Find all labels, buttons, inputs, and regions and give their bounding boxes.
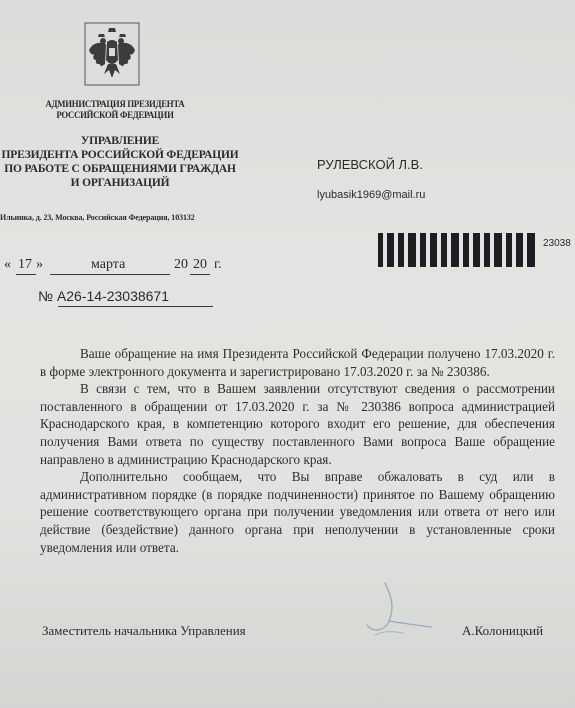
body-paragraph-2: В связи с тем, что в Вашем заявлении отсутствуют сведения о рассмотрении поставленного в обращении от 17.03.2020 г. за № 230386 вопроса администрацией Краснодарского края, в компетенцию которого входит его решение, для обеспечения получения Вами ответа по существу поставленного Вами вопроса Ваше обращение направлено в администрацию Краснодарского края. (40, 381, 555, 467)
org-name-line1: УПРАВЛЕНИЕ (80, 135, 160, 147)
letter-body (40, 345, 555, 556)
recipient-name: РУЛЕВСКОЙ Л.В. (317, 157, 423, 172)
body-paragraph-3: Дополнительно сообщаем, что Вы вправе обжаловать в суд или в административном порядке (в порядке подчиненности) принятое по Вашему обращению решение соответствующего органа при получении уведомления или ответа от него или действие (бездействие) данного органа при неполучении в установленные сроки уведомления или ответа. (40, 469, 555, 555)
recipient-email: lyubasik1969@mail.ru (317, 189, 426, 201)
coat-of-arms-emblem (82, 20, 142, 88)
document-number: № А26-14-23038671 (38, 288, 170, 304)
org-name-line3: ПО РАБОТЕ С ОБРАЩЕНИЯМИ ГРАЖДАН (4, 163, 236, 175)
org-name-small-line2: РОССИЙСКОЙ ФЕДЕРАЦИИ (56, 111, 174, 121)
barcode-number: 23038 (543, 238, 571, 249)
date-month-underline (50, 274, 170, 275)
date-close-quote: » (36, 257, 43, 272)
org-name-small-line1: АДМИНИСТРАЦИЯ ПРЕЗИДЕНТА (45, 100, 185, 110)
date-year-underline (190, 274, 210, 275)
date-month: марта (91, 257, 126, 272)
signatory-name: А.Колоницкий (462, 623, 544, 638)
date-day-underline (16, 274, 36, 275)
org-address: Ильинка, д. 23, Москва, Российская Федерация, 103132 (0, 213, 195, 222)
org-name-line2: ПРЕЗИДЕНТА РОССИЙСКОЙ ФЕДЕРАЦИИ (1, 149, 239, 161)
date-year-abbr: г. (214, 257, 222, 272)
signatory-position: Заместитель начальника Управления (42, 623, 246, 638)
redacted-barcode (378, 233, 538, 267)
date-year-suffix: 20 (193, 257, 207, 272)
handwritten-signature (345, 575, 435, 645)
date-day: 17 (18, 257, 32, 272)
date-year-prefix: 20 (174, 257, 188, 272)
date-open-quote: « (4, 257, 11, 272)
body-paragraph-1: Ваше обращение на имя Президента Российской Федерации получено 17.03.2020 г. в форме электронного документа и зарегистрировано 17.03.2020 г. за № 230386. (40, 346, 555, 379)
document-number-underline (58, 306, 213, 307)
org-name-line4: И ОРГАНИЗАЦИЙ (70, 177, 170, 189)
